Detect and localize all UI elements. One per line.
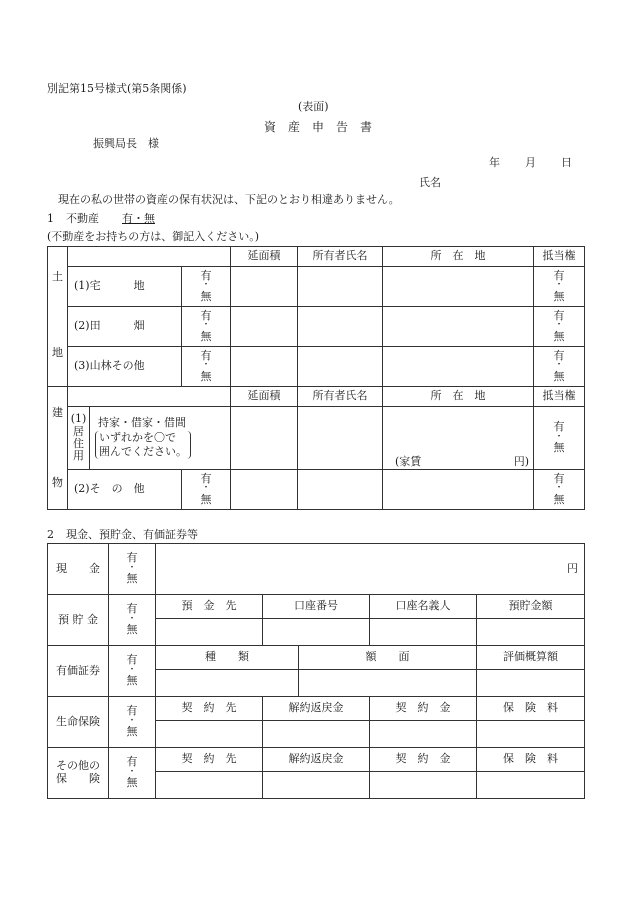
residential-instruction-1: いずれかを〇で — [99, 430, 176, 444]
col-area: 延面積 — [231, 387, 298, 407]
owner-field[interactable] — [298, 307, 383, 347]
separator: ・ — [554, 280, 564, 291]
section1-choice[interactable]: 有・無 — [122, 212, 155, 225]
date-year-label: 年 — [489, 156, 500, 169]
no-option: 無 — [200, 492, 212, 506]
document-title: 資 産 申 告 書 — [264, 120, 373, 134]
rent-unit: 円) — [513, 454, 530, 468]
savings-col-bank: 預 金 先 — [156, 595, 263, 619]
table-row — [48, 267, 585, 307]
separator: ・ — [554, 360, 564, 371]
table-row — [48, 469, 585, 509]
other-insurance-label — [48, 748, 109, 799]
savings-bank-field[interactable] — [156, 619, 263, 646]
section1-heading: 不動産 — [66, 212, 99, 225]
mortgage-choice[interactable] — [534, 347, 585, 387]
section2-heading: 現金、預貯金、有価証券等 — [66, 528, 198, 541]
cash-label: 現 金 — [48, 544, 109, 595]
no-option: 無 — [200, 369, 212, 383]
separator: ・ — [127, 562, 137, 573]
building-other-label: (2)そ の 他 — [68, 469, 182, 509]
location-field[interactable] — [383, 469, 534, 509]
yen-unit: 円 — [567, 561, 578, 575]
rent-label: (家賃 — [395, 454, 422, 468]
yes-option: 有 — [126, 602, 138, 616]
mortgage-choice[interactable] — [534, 407, 585, 470]
col-mortgage: 抵当権 — [534, 247, 585, 267]
building-label-bottom: 物 — [52, 476, 63, 489]
savings-balance-field[interactable] — [477, 619, 585, 646]
securities-valuation-field[interactable] — [477, 670, 585, 697]
yes-no-choice[interactable] — [109, 595, 156, 646]
no-option: 無 — [126, 674, 138, 688]
col-location: 所 在 地 — [383, 247, 534, 267]
other-col-surrender-value: 解約返戻金 — [263, 748, 370, 772]
securities-col-valuation: 評価概算額 — [477, 646, 585, 670]
separator: ・ — [201, 280, 211, 291]
cash-amount-field[interactable] — [156, 544, 585, 595]
life-surrender-value-field[interactable] — [263, 721, 370, 748]
table-row — [48, 544, 585, 595]
location-field[interactable] — [383, 347, 534, 387]
no-option: 無 — [553, 492, 565, 506]
land-row-label: (1)宅 地 — [68, 267, 182, 307]
yes-no-choice[interactable] — [182, 267, 231, 307]
form-number: 別記第15号様式(第5条関係) — [47, 82, 187, 95]
no-option: 無 — [200, 329, 212, 343]
date-month-label: 月 — [525, 156, 536, 169]
savings-label: 預 貯 金 — [48, 595, 109, 646]
table-row — [48, 407, 585, 470]
col-location: 所 在 地 — [383, 387, 534, 407]
other-insurance-label-line2: 保 険 — [56, 772, 100, 785]
yes-no-choice[interactable] — [109, 748, 156, 799]
other-surrender-value-field[interactable] — [263, 772, 370, 799]
separator: ・ — [127, 766, 137, 777]
land-row-label: (3)山林その他 — [68, 347, 182, 387]
separator: ・ — [554, 431, 564, 442]
separator: ・ — [201, 320, 211, 331]
owner-field[interactable] — [298, 267, 383, 307]
section2-number: 2 — [47, 528, 54, 541]
no-option: 無 — [553, 329, 565, 343]
savings-account-number-field[interactable] — [263, 619, 370, 646]
land-header-blank — [68, 247, 231, 267]
name-label: 氏名 — [419, 176, 441, 189]
residential-label — [68, 407, 90, 470]
date-day-label: 日 — [561, 156, 572, 169]
other-insurance-label-line1: その他の — [56, 759, 100, 773]
building-label-top: 建 — [52, 406, 63, 419]
owner-field[interactable] — [298, 469, 383, 509]
residential-char: 住 — [73, 436, 84, 450]
other-insurer-field[interactable] — [156, 772, 263, 799]
life-col-contract-amount: 契 約 金 — [370, 697, 477, 721]
residential-char: 用 — [73, 448, 84, 462]
life-contract-amount-field[interactable] — [370, 721, 477, 748]
section1-note: (不動産をお持ちの方は、御記入ください。) — [47, 230, 260, 243]
no-option: 無 — [126, 776, 138, 790]
no-option: 無 — [126, 572, 138, 586]
location-field[interactable] — [383, 407, 534, 470]
securities-col-type: 種 類 — [156, 646, 299, 670]
savings-col-account-holder: 口座名義人 — [370, 595, 477, 619]
area-field[interactable] — [231, 407, 298, 470]
savings-col-account-number: 口座番号 — [263, 595, 370, 619]
no-option: 無 — [126, 725, 138, 739]
yes-no-choice[interactable] — [109, 544, 156, 595]
land-label — [48, 247, 68, 387]
securities-label: 有価証券 — [48, 646, 109, 697]
yes-option: 有 — [126, 704, 138, 718]
life-premium-field[interactable] — [477, 721, 585, 748]
yes-option: 有 — [553, 268, 565, 282]
savings-col-balance: 預貯金額 — [477, 595, 585, 619]
addressee: 振興局長 様 — [93, 137, 159, 150]
table-row — [48, 307, 585, 347]
no-option: 無 — [126, 623, 138, 637]
yes-option: 有 — [126, 551, 138, 565]
other-contract-amount-field[interactable] — [370, 772, 477, 799]
table-row — [48, 347, 585, 387]
col-owner: 所有者氏名 — [298, 247, 383, 267]
separator: ・ — [201, 483, 211, 494]
mortgage-choice[interactable] — [534, 267, 585, 307]
no-option: 無 — [553, 369, 565, 383]
land-label-top: 土 — [52, 270, 63, 283]
life-col-surrender-value: 解約返戻金 — [263, 697, 370, 721]
separator: ・ — [201, 360, 211, 371]
mortgage-choice[interactable] — [534, 307, 585, 347]
other-premium-field[interactable] — [477, 772, 585, 799]
no-option: 無 — [200, 289, 212, 303]
area-field[interactable] — [231, 267, 298, 307]
securities-type-field[interactable] — [156, 670, 299, 697]
life-insurer-field[interactable] — [156, 721, 263, 748]
yes-option: 有 — [126, 653, 138, 667]
yes-option: 有 — [126, 755, 138, 769]
other-col-insurer: 契 約 先 — [156, 748, 263, 772]
yes-option: 有 — [553, 308, 565, 322]
separator: ・ — [127, 715, 137, 726]
residential-char: 居 — [73, 424, 84, 438]
residential-instruction-2: 囲んでください。 — [99, 445, 187, 459]
no-option: 無 — [553, 289, 565, 303]
yes-no-choice[interactable] — [182, 307, 231, 347]
col-owner: 所有者氏名 — [298, 387, 383, 407]
real-estate-table — [47, 246, 585, 510]
life-insurance-label: 生命保険 — [48, 697, 109, 748]
other-col-premium: 保 険 料 — [477, 748, 585, 772]
land-label-bottom: 地 — [52, 346, 63, 359]
location-field[interactable] — [383, 307, 534, 347]
form-side-label: (表面) — [298, 100, 329, 113]
yes-option: 有 — [200, 348, 212, 362]
securities-col-face-value: 額 面 — [299, 646, 477, 670]
owner-field[interactable] — [298, 347, 383, 387]
land-row-label: (2)田 畑 — [68, 307, 182, 347]
area-field[interactable] — [231, 347, 298, 387]
building-header-blank — [68, 387, 231, 407]
yes-option: 有 — [200, 471, 212, 485]
declaration-statement: 現在の私の世帯の資産の保有状況は、下記のとおり相違ありません。 — [58, 193, 400, 206]
yes-no-choice[interactable] — [109, 646, 156, 697]
other-col-contract-amount: 契 約 金 — [370, 748, 477, 772]
yes-no-choice[interactable] — [109, 697, 156, 748]
col-mortgage: 抵当権 — [534, 387, 585, 407]
yes-option: 有 — [200, 268, 212, 282]
separator: ・ — [554, 320, 564, 331]
separator: ・ — [554, 483, 564, 494]
residential-options[interactable] — [90, 407, 231, 470]
life-col-insurer: 契 約 先 — [156, 697, 263, 721]
yes-no-choice[interactable] — [182, 469, 231, 509]
area-field[interactable] — [231, 469, 298, 509]
yes-no-choice[interactable] — [182, 347, 231, 387]
separator: ・ — [127, 664, 137, 675]
separator: ・ — [127, 613, 137, 624]
col-area: 延面積 — [231, 247, 298, 267]
no-option: 無 — [553, 441, 565, 455]
financial-assets-table — [47, 543, 585, 799]
securities-face-value-field[interactable] — [299, 670, 477, 697]
location-field[interactable] — [383, 267, 534, 307]
area-field[interactable] — [231, 307, 298, 347]
yes-option: 有 — [200, 308, 212, 322]
life-col-premium: 保 険 料 — [477, 697, 585, 721]
building-label — [48, 387, 68, 510]
yes-option: 有 — [553, 471, 565, 485]
yes-option: 有 — [553, 420, 565, 434]
owner-field[interactable] — [298, 407, 383, 470]
savings-account-holder-field[interactable] — [370, 619, 477, 646]
yes-option: 有 — [553, 348, 565, 362]
section1-number: 1 — [47, 212, 54, 225]
residential-option-list[interactable]: 持家・借家・借間 — [98, 416, 186, 430]
residential-number: (1) — [70, 412, 87, 426]
mortgage-choice[interactable] — [534, 469, 585, 509]
